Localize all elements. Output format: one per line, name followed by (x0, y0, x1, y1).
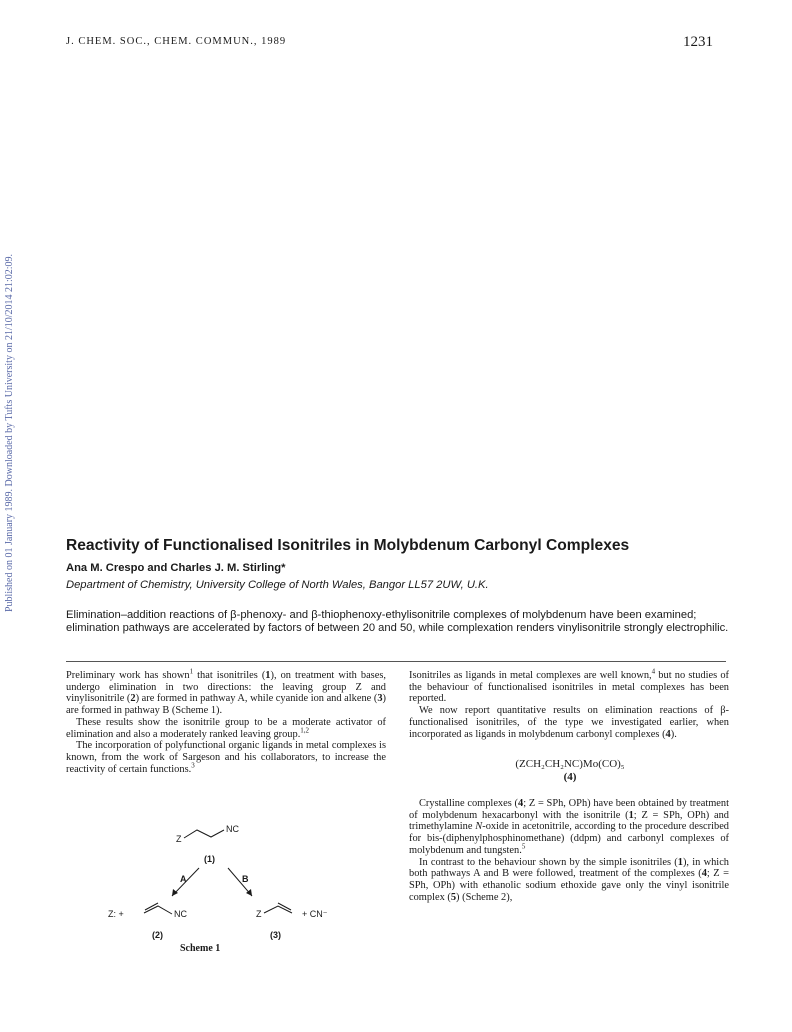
journal-header: J. CHEM. SOC., CHEM. COMMUN., 1989 (66, 36, 287, 47)
scheme-nc-top: NC (226, 824, 239, 834)
scheme-caption: Scheme 1 (180, 943, 221, 954)
scheme-left-nc: NC (174, 909, 187, 919)
scheme-left-z: Z: + (108, 909, 124, 919)
article-affiliation: Department of Chemistry, University College of North Wales, Bangor LL57 2UW, U.K. (66, 579, 489, 591)
scheme-alkene-right (264, 906, 292, 913)
left-paragraph-3: The incorporation of polyfunctional organic ligands in metal complexes is known, from the work of Sargeson and his collaborators, to increase the reactivity of certain functions.$^3$ (66, 740, 386, 775)
scheme-z-top: Z (176, 834, 182, 844)
complex-formula (470, 758, 670, 784)
left-paragraph-1: Preliminary work has shown$^1$ that isonitriles (1), on treatment with bases, undergo elimination in two directions: the leaving group Z and vinylisonitrile (2) are formed in pathway A, while cyanide ion and alkene (3) are formed in pathway B (Scheme 1). (66, 667, 387, 717)
scheme-vinyl-left (144, 906, 172, 914)
scheme-right-z: Z (256, 909, 262, 919)
section-divider (66, 661, 726, 662)
right-column-bottom (409, 798, 729, 903)
formula-label: (4) (563, 771, 577, 783)
left-column (66, 667, 387, 775)
scheme-path-a: A (180, 874, 187, 884)
right-paragraph-2: We now report quantitative results on elimination reactions of β-functionalised isonitriles, of the type we investigated earlier, when incorporated as ligands in molybdenum carbonyl complexes (4). (409, 705, 729, 740)
download-note-text: Published on 01 January 1989. Downloaded by Tufts University on 21/10/2014 21:02:09. (4, 253, 15, 612)
right-paragraph-3: Crystalline complexes (4; Z = SPh, OPh) have been obtained by treatment of molybdenum hexacarbonyl with the isonitrile (1; Z = SPh, OPh) and trimethylamine N-oxide in acetonitrile, according to the procedure described for bis-(diphenylphosphinomethane) (ddpm) and carbonyl complexes of molybdenum and tungsten.$^5$ (409, 798, 729, 856)
scheme-1-diagram (66, 818, 366, 943)
article-authors: Ana M. Crespo and Charles J. M. Stirling* (66, 562, 286, 574)
scheme-chain-1 (184, 830, 224, 838)
left-paragraph-2: These results show the isonitrile group to be a moderate activator of elimination and also a moderately ranked leaving group.$^{1,2}$ (66, 716, 386, 740)
right-paragraph-4: In contrast to the behaviour shown by the simple isonitriles (1), in which both pathways A and B were followed, treatment of the complexes (4; Z = SPh, OPh) with ethanolic sodium ethoxide gave only the vinyl isonitrile complex (5) (Scheme 2), (409, 856, 730, 903)
article-title: Reactivity of Functionalised Isonitriles in Molybdenum Carbonyl Complexes (66, 537, 630, 554)
page-number: 1231 (683, 34, 713, 50)
download-side-note (2, 212, 16, 612)
scheme-path-b: B (242, 874, 249, 884)
formula-text: (ZCH₂CH₂NC)Mo(CO)₅ (515, 758, 625, 770)
scheme-label-1: (1) (204, 854, 215, 864)
right-column-top (409, 667, 730, 740)
scheme-label-3: (3) (270, 930, 281, 940)
scheme-right-cn: + CN⁻ (302, 909, 328, 919)
scheme-label-2: (2) (152, 930, 163, 940)
right-paragraph-1: Isonitriles as ligands in metal complexes are well known,$^4$ but no studies of the behaviour of functionalised isonitriles in metal complexes has been reported. (409, 667, 730, 705)
article-abstract: Elimination–addition reactions of β-phenoxy- and β-thiophenoxy-ethylisonitrile complexes of molybdenum have been examined; elimination pathways are accelerated by factors of between 20 and 50, while complexation renders vinylisonitrile strongly electrophilic. (66, 609, 729, 635)
